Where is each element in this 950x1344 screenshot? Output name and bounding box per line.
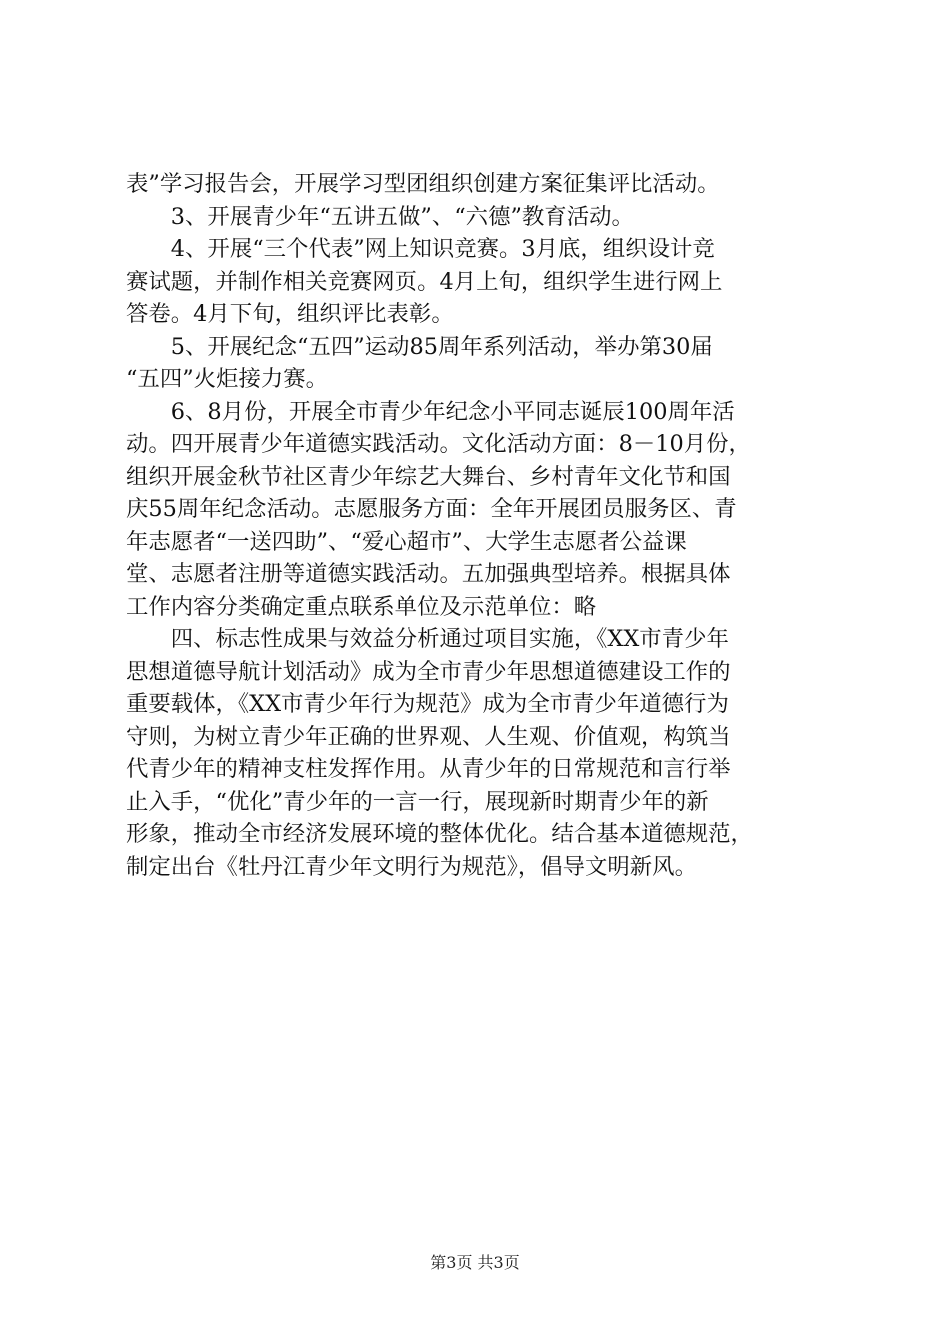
document-body [126, 168, 826, 883]
text-line: 形象，推动全市经济发展环境的整体优化。结合基本道德规范， [126, 821, 753, 847]
text-line: 年志愿者“一送四助”、“爱心超市”、大学生志愿者公益课 [126, 528, 687, 555]
text-line: 制定出台《牡丹江青少年文明行为规范》，倡导文明新风。 [126, 853, 697, 880]
text-line: 6、8月份，开展全市青少年纪念小平同志诞辰100周年活 [170, 398, 735, 425]
text-line: “五四”火炬接力赛。 [126, 366, 329, 392]
text-line: 动。四开展青少年道德实践活动。文化活动方面：8－10月份， [126, 431, 751, 457]
text-line: 代青少年的精神支柱发挥作用。从青少年的日常规范和言行举 [126, 756, 731, 782]
text-line: 庆55周年纪念活动。志愿服务方面：全年开展团员服务区、青 [126, 496, 737, 522]
text-line: 四、标志性成果与效益分析通过项目实施，《XX市青少年 [170, 626, 729, 652]
text-line: 表”学习报告会，开展学习型团组织创建方案征集评比活动。 [126, 171, 720, 197]
text-line: 止入手，“优化”青少年的一言一行，展现新时期青少年的新 [126, 788, 709, 815]
text-line: 答卷。4月下旬，组织评比表彰。 [126, 301, 454, 327]
text-line: 重要载体，《XX市青少年行为规范》成为全市青少年道德行为 [126, 691, 729, 717]
text-line: 守则，为树立青少年正确的世界观、人生观、价值观，构筑当 [126, 723, 731, 750]
text-line: 思想道德导航计划活动》成为全市青少年思想道德建设工作的 [126, 658, 731, 685]
text-line: 3、开展青少年“五讲五做”、“六德”教育活动。 [170, 203, 634, 230]
page-number-footer: 第3页 共3页 [430, 1253, 520, 1272]
text-line: 组织开展金秋节社区青少年综艺大舞台、乡村青年文化节和国 [126, 463, 731, 490]
text-line: 4、开展“三个代表”网上知识竞赛。3月底，组织设计竞 [170, 236, 715, 262]
text-line: 赛试题，并制作相关竞赛网页。4月上旬，组织学生进行网上 [126, 268, 723, 295]
text-line: 5、开展纪念“五四”运动85周年系列活动，举办第30届 [170, 333, 713, 360]
text-line: 工作内容分类确定重点联系单位及示范单位：略 [126, 593, 597, 620]
text-line: 堂、志愿者注册等道德实践活动。五加强典型培养。根据具体 [126, 561, 731, 587]
